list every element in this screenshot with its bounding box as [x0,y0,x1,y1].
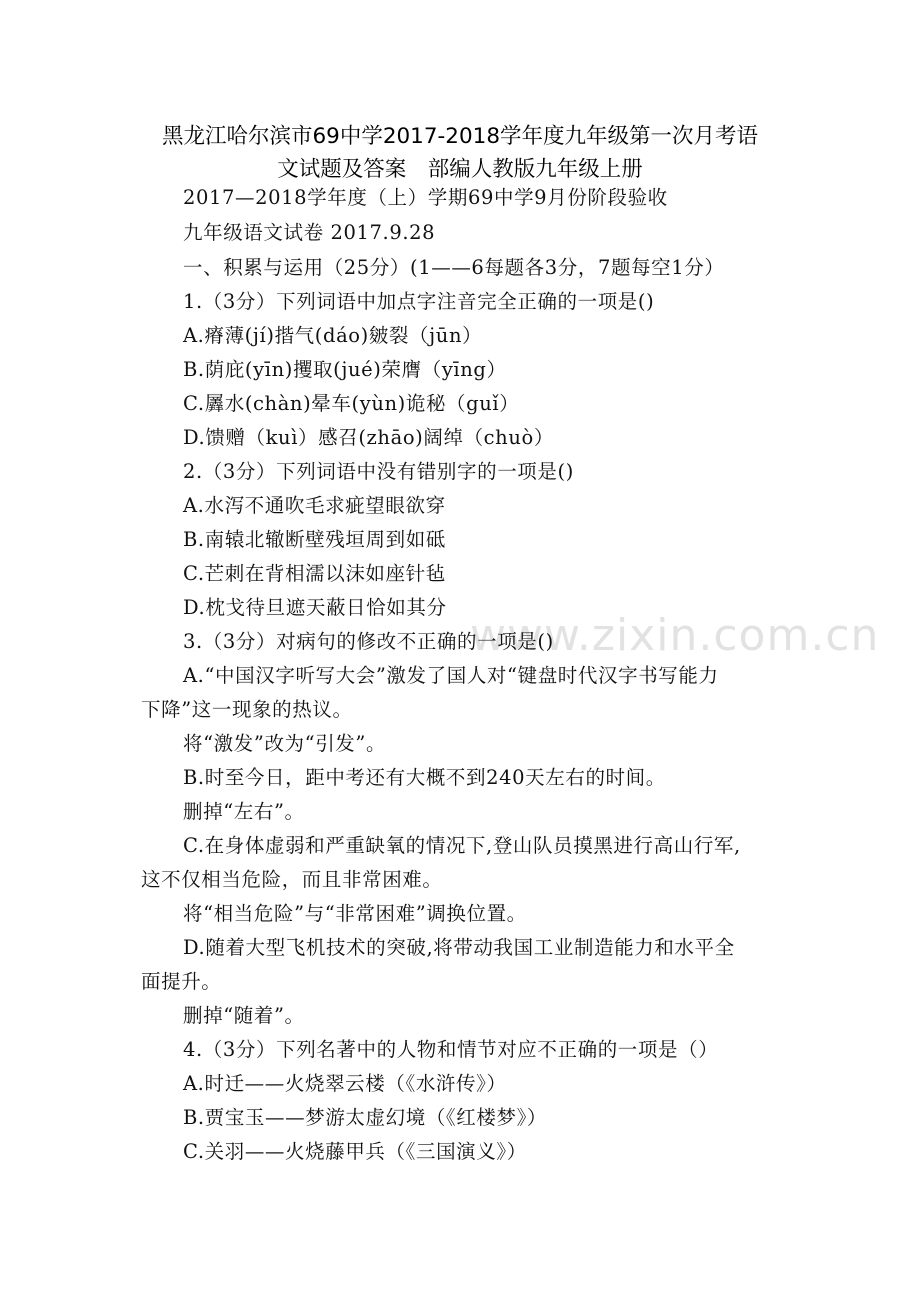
question-3-option-d-cont: 面提升。 [141,970,222,993]
question-3-option-a-fix: 将“激发”改为“引发”。 [183,732,387,755]
question-3-option-c-cont: 这不仅相当危险，而且非常困难。 [141,868,443,891]
exam-subheader: 九年级语文试卷 2017.9.28 [183,221,436,244]
question-3-option-a-cont: 下降”这一现象的热议。 [141,698,353,721]
question-1-option-d: D.馈赠（kuì）感召(zhāo)阔绰（chuò） [183,426,554,449]
question-3-option-c-fix: 将“相当危险”与“非常困难”调换位置。 [183,902,527,925]
question-1-option-b: B.荫庇(yīn)攫取(jué)荣膺（yīng） [183,358,507,381]
document-title-line-1: 黑龙江哈尔滨市69中学2017-2018学年度九年级第一次月考语 [161,124,759,149]
watermark: www.zixin.com.cn [470,610,880,661]
question-1-option-a: A.瘠薄(jí)揩气(dáo)皴裂（jūn） [183,324,483,347]
question-1-option-c: C.羼水(chàn)晕车(yùn)诡秘（guǐ） [183,392,520,415]
exam-header: 2017—2018学年度（上）学期69中学9月份阶段验收 [183,186,668,209]
question-3-option-d-fix: 删掉“随着”。 [183,1004,305,1027]
question-2-option-a: A.水泻不通吹毛求疵望眼欲穿 [183,494,446,517]
question-3-option-d: D.随着大型飞机技术的突破,将带动我国工业制造能力和水平全 [183,936,735,959]
question-2: 2.（3分）下列词语中没有错别字的一项是() [183,460,574,483]
question-4-option-a: A.时迁——火烧翠云楼（《水浒传》） [183,1072,507,1095]
question-3-option-b-fix: 删掉“左右”。 [183,800,305,823]
question-4-option-b: B.贾宝玉——梦游太虚幻境（《红楼梦》） [183,1106,548,1129]
question-3-option-a: A.“中国汉字听写大会”激发了国人对“键盘时代汉字书写能力 [183,664,719,687]
question-3-option-b: B.时至今日，距中考还有大概不到240天左右的时间。 [183,766,666,789]
question-2-option-b: B.南辕北辙断壁残垣周到如砥 [183,528,446,551]
question-4: 4.（3分）下列名著中的人物和情节对应不正确的一项是（） [183,1038,719,1061]
section-heading: 一、积累与运用（25分）(1——6每题各3分，7题每空1分） [183,256,725,279]
document-title-line-2: 文试题及答案 部编人教版九年级上册 [277,157,643,182]
question-4-option-c: C.关羽——火烧藤甲兵（《三国演义》） [183,1140,527,1163]
question-2-option-d: D.枕戈待旦遮天蔽日恰如其分 [183,596,447,619]
question-3-option-c: C.在身体虚弱和严重缺氧的情况下,登山队员摸黑进行高山行军, [183,834,741,857]
question-3: 3.（3分）对病句的修改不正确的一项是() [183,630,554,653]
question-2-option-c: C.芒刺在背相濡以沫如座针毡 [183,562,446,585]
question-1: 1.（3分）下列词语中加点字注音完全正确的一项是() [183,290,655,313]
